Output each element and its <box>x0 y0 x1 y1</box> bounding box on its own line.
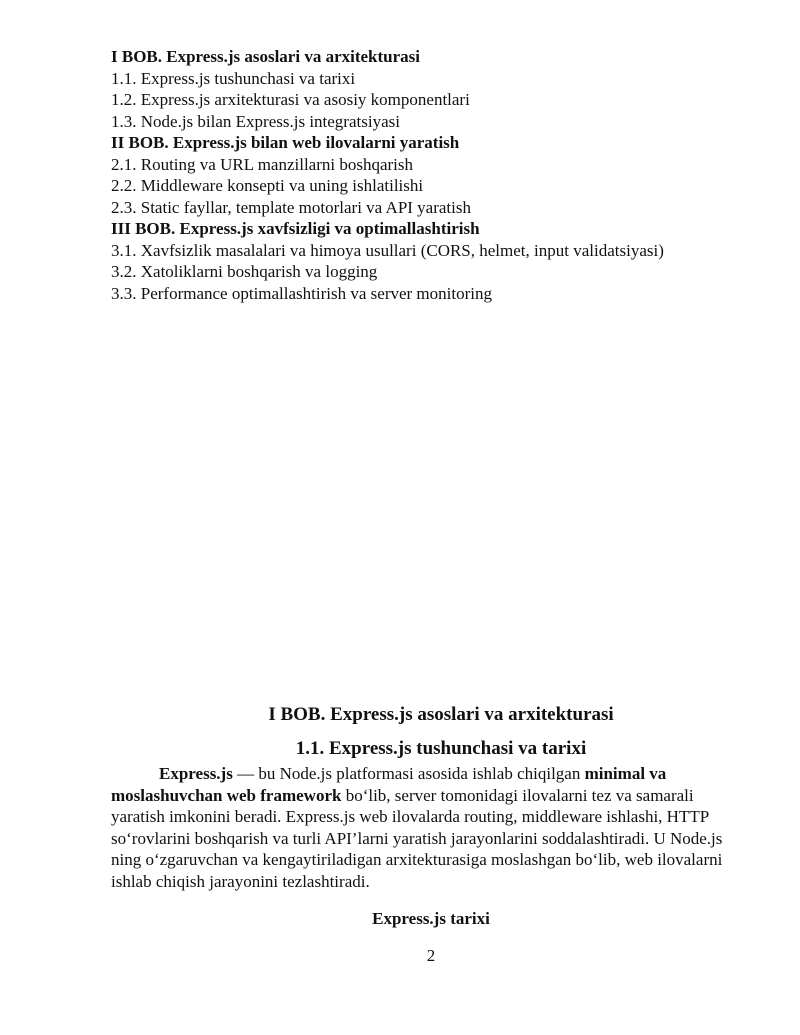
main-content <box>111 703 751 930</box>
toc-chapter-heading: II BOB. Express.js bilan web ilovalarni yaratish <box>111 133 460 152</box>
table-of-contents <box>111 46 751 304</box>
toc-chapter-heading: I BOB. Express.js asoslari va arxitekturasi <box>111 47 421 66</box>
toc-chapter-group <box>111 132 751 218</box>
toc-item: 1.2. Express.js arxitekturasi va asosiy komponentlari <box>111 90 470 109</box>
toc-chapter-group <box>111 218 751 304</box>
page-number: 2 <box>426 946 436 965</box>
toc-item: 3.3. Performance optimallashtirish va server monitoring <box>111 283 492 303</box>
section-title: 1.1. Express.js tushunchasi va tarixi <box>295 738 587 759</box>
toc-item: 2.2. Middleware konsepti va uning ishlatilishi <box>111 176 424 195</box>
body-paragraph <box>111 763 751 893</box>
toc-item: 3.2. Xatoliklarni boshqarish va logging <box>111 262 378 281</box>
term-bold: Express.js <box>159 764 233 783</box>
toc-chapter-group <box>111 46 751 132</box>
paragraph-text: — bu Node.js platformasi asosida ishlab chiqilgan <box>232 764 585 783</box>
subheading: Express.js tarixi <box>372 908 490 928</box>
toc-chapter-heading: III BOB. Express.js xavfsizligi va optimallashtirish <box>111 219 480 238</box>
toc-item: 2.1. Routing va URL manzillarni boshqarish <box>111 154 414 174</box>
toc-item: 1.3. Node.js bilan Express.js integratsiyasi <box>111 111 400 131</box>
emphasis-bold: minimal va moslashuvchan web framework <box>111 764 667 805</box>
paragraph-text: bo‘lib, server tomonidagi ilovalarni tez va samarali yaratish imkonini beradi. Express.js web ilovalarda routing, middleware ishlashi, HTTP so‘rovlarini boshqarish va turli API’larni yaratish jarayonlarini soddalashtiradi. U Node.js ning o‘zgaruvchan va kengaytiriladigan arxitekturasiga moslashgan bo‘lib, web ilovalarni ishlab chiqish jarayonini tezlashtiradi. <box>111 785 723 891</box>
toc-item: 3.1. Xavfsizlik masalalari va himoya usullari (CORS, helmet, input validatsiyasi) <box>111 240 664 260</box>
chapter-title: I BOB. Express.js asoslari va arxitekturasi <box>268 704 614 725</box>
toc-item: 2.3. Static fayllar, template motorlari va API yaratish <box>111 197 471 217</box>
toc-item: 1.1. Express.js tushunchasi va tarixi <box>111 68 356 88</box>
